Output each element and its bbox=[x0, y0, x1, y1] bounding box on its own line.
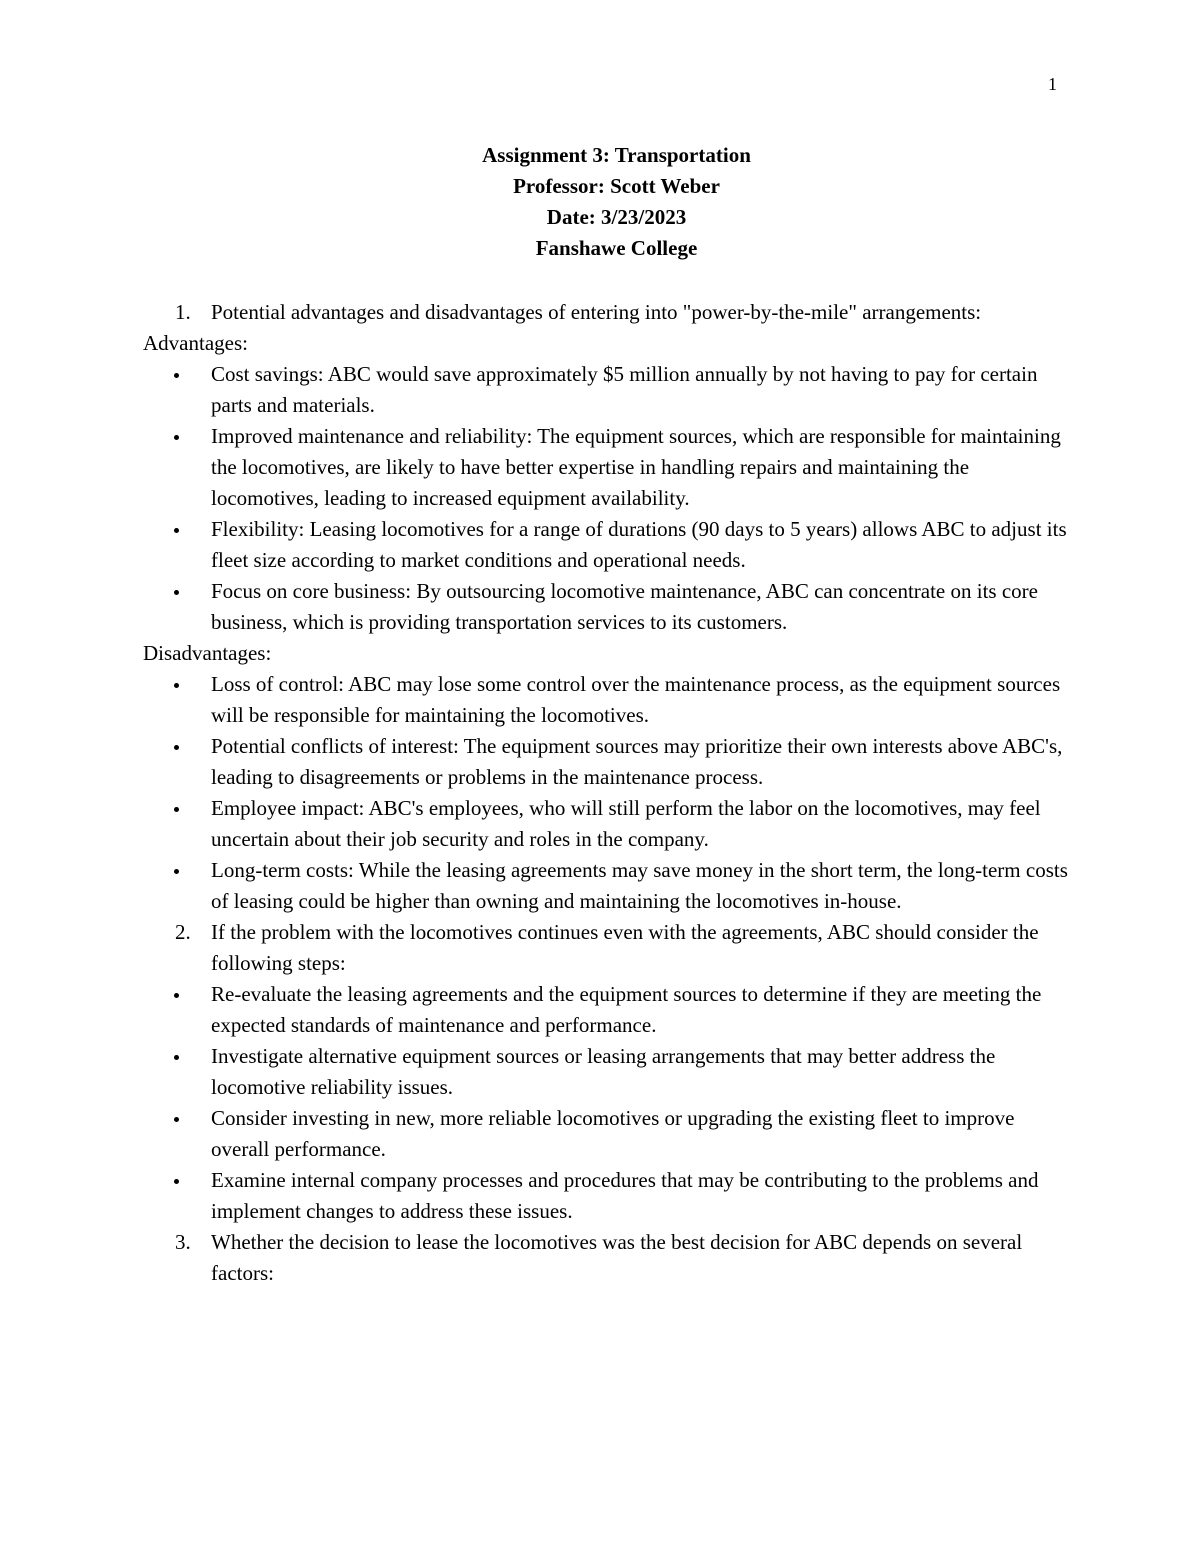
question-number: 1. bbox=[175, 300, 191, 324]
list-item-text: Improved maintenance and reliability: The equipment sources, which are responsible for maintaining the locomotives, are likely to have better expertise in handling repairs and maintaining the locomotives, leading to increased equipment availability. bbox=[211, 424, 1061, 510]
list-item bbox=[143, 421, 1073, 514]
bullet-icon bbox=[174, 683, 179, 688]
list-item bbox=[143, 1165, 1073, 1227]
list-item bbox=[143, 1103, 1073, 1165]
question-1 bbox=[143, 297, 1073, 328]
question-text: Potential advantages and disadvantages of entering into "power-by-the-mile" arrangements: bbox=[211, 300, 982, 324]
bullet-icon bbox=[174, 869, 179, 874]
advantages-label: Advantages: bbox=[143, 331, 248, 355]
bullet-icon bbox=[174, 1117, 179, 1122]
bullet-icon bbox=[174, 373, 179, 378]
assignment-title: Assignment 3: Transportation bbox=[482, 143, 751, 167]
college-line: Fanshawe College bbox=[535, 236, 698, 260]
document-header bbox=[0, 140, 1200, 264]
list-item-text: Investigate alternative equipment sources or leasing arrangements that may better address the locomotive reliability issues. bbox=[211, 1044, 996, 1099]
bullet-icon bbox=[174, 590, 179, 595]
disadvantages-label: Disadvantages: bbox=[143, 641, 272, 665]
bullet-icon bbox=[174, 1179, 179, 1184]
bullet-icon bbox=[174, 528, 179, 533]
list-item bbox=[143, 855, 1073, 917]
question-text: Whether the decision to lease the locomotives was the best decision for ABC depends on several factors: bbox=[211, 1230, 1023, 1285]
list-item bbox=[143, 576, 1073, 638]
list-item bbox=[143, 793, 1073, 855]
list-item-text: Potential conflicts of interest: The equipment sources may prioritize their own interests above ABC's, leading to disagreements or problems in the maintenance process. bbox=[211, 734, 1063, 789]
question-2 bbox=[143, 917, 1073, 979]
question-text: If the problem with the locomotives continues even with the agreements, ABC should consider the following steps: bbox=[211, 920, 1039, 975]
bullet-icon bbox=[174, 1055, 179, 1060]
date-line: Date: 3/23/2023 bbox=[546, 205, 687, 229]
bullet-icon bbox=[174, 435, 179, 440]
list-item bbox=[143, 1041, 1073, 1103]
list-item-text: Employee impact: ABC's employees, who will still perform the labor on the locomotives, may feel uncertain about their job security and roles in the company. bbox=[211, 796, 1041, 851]
list-item-text: Focus on core business: By outsourcing locomotive maintenance, ABC can concentrate on its core business, which is providing transportation services to its customers. bbox=[211, 579, 1038, 634]
question-3 bbox=[143, 1227, 1073, 1289]
bullet-icon bbox=[174, 807, 179, 812]
bullet-icon bbox=[174, 745, 179, 750]
document-body bbox=[143, 297, 1073, 1289]
list-item-text: Re-evaluate the leasing agreements and the equipment sources to determine if they are meeting the expected standards of maintenance and performance. bbox=[211, 982, 1042, 1037]
list-item-text: Flexibility: Leasing locomotives for a range of durations (90 days to 5 years) allows ABC to adjust its fleet size according to market conditions and operational needs. bbox=[211, 517, 1067, 572]
list-item-text: Long-term costs: While the leasing agreements may save money in the short term, the long-term costs of leasing could be higher than owning and maintaining the locomotives in-house. bbox=[211, 858, 1068, 913]
page-number: 1 bbox=[1048, 74, 1057, 94]
list-item bbox=[143, 514, 1073, 576]
list-item bbox=[143, 979, 1073, 1041]
question-number: 2. bbox=[175, 920, 191, 944]
list-item bbox=[143, 359, 1073, 421]
list-item-text: Examine internal company processes and procedures that may be contributing to the problems and implement changes to address these issues. bbox=[211, 1168, 1039, 1223]
question-number: 3. bbox=[175, 1230, 191, 1254]
list-item-text: Consider investing in new, more reliable locomotives or upgrading the existing fleet to improve overall performance. bbox=[211, 1106, 1015, 1161]
bullet-icon bbox=[174, 993, 179, 998]
list-item bbox=[143, 731, 1073, 793]
professor-line: Professor: Scott Weber bbox=[513, 174, 720, 198]
list-item-text: Cost savings: ABC would save approximately $5 million annually by not having to pay for certain parts and materials. bbox=[211, 362, 1038, 417]
list-item bbox=[143, 669, 1073, 731]
list-item-text: Loss of control: ABC may lose some control over the maintenance process, as the equipment sources will be responsible for maintaining the locomotives. bbox=[211, 672, 1061, 727]
